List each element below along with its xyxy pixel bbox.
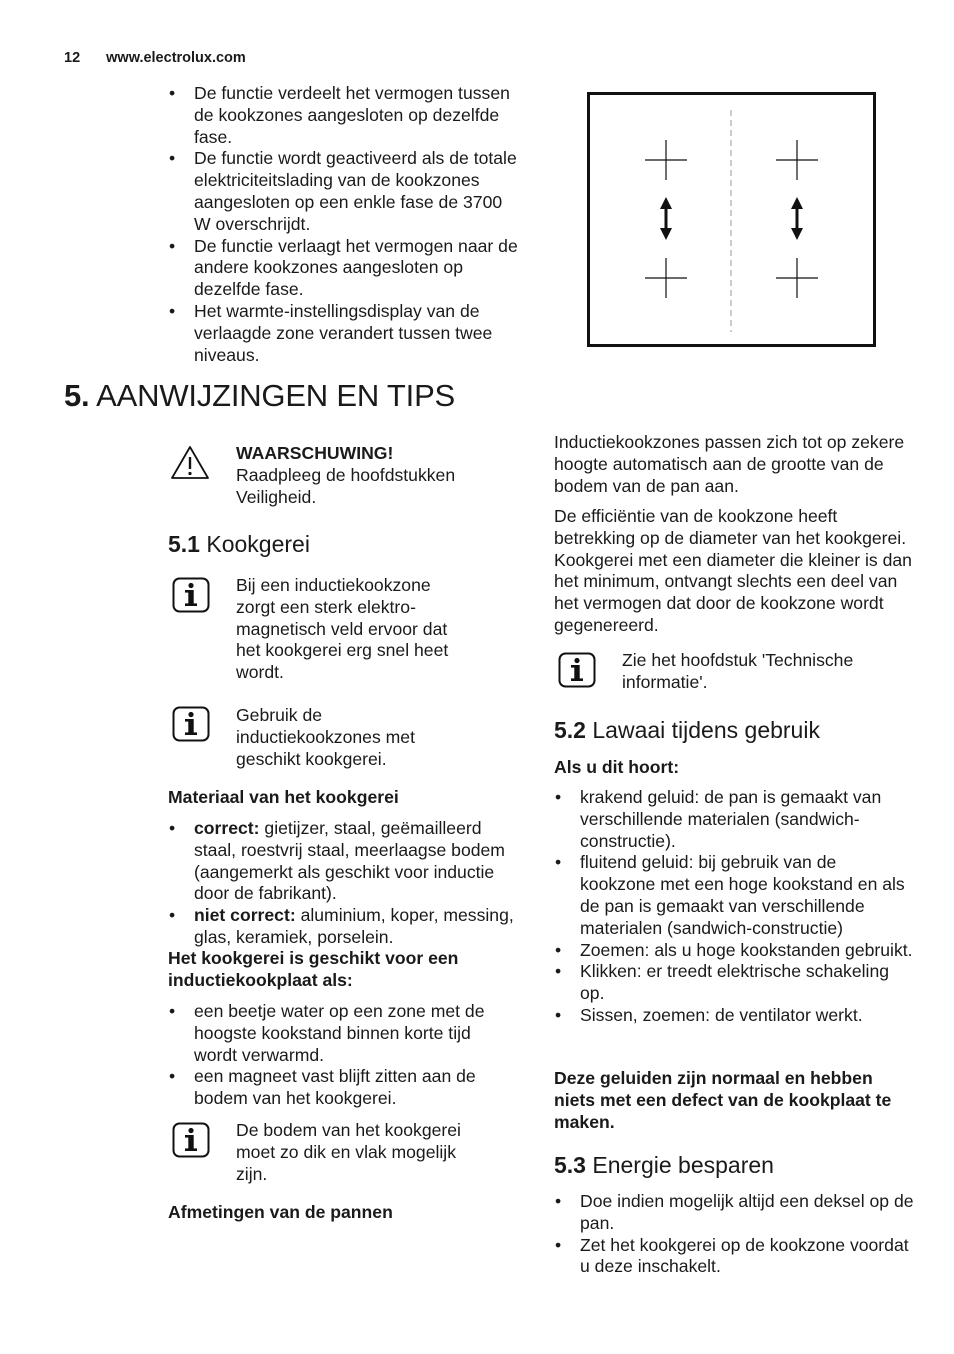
info-text: De bodem van het kookgerei moet zo dik en vlak mogelijk zijn. <box>236 1120 461 1184</box>
chapter-title <box>64 378 455 414</box>
list-item: • De functie verlaagt het vermogen naar de andere kookzones aangesloten op dezelfde fase. <box>168 236 518 301</box>
section-heading-5-1 <box>168 530 310 558</box>
suitable-heading: Het kookgerei is geschikt voor een inductiekookplaat als: <box>168 948 459 990</box>
info-icon <box>558 652 596 688</box>
cooktop-zones-diagram <box>587 92 877 348</box>
suitable-list <box>168 1001 518 1110</box>
info-text: Gebruik de inductiekookzones met geschikt kookgerei. <box>236 705 415 769</box>
intro-bullet-list <box>168 83 518 366</box>
list-item <box>168 818 518 905</box>
info-text: Zie het hoofdstuk 'Technische informatie'. <box>622 650 854 692</box>
paragraph: Inductiekookzones passen zich tot op zekere hoogte automatisch aan de grootte van de bodem van de pan aan. <box>554 432 905 496</box>
pan-sizes-heading: Afmetingen van de pannen <box>168 1202 393 1222</box>
list-item: • Het warmte-instellingsdisplay van de verlaagde zone verandert tussen twee niveaus. <box>168 301 518 366</box>
correct-label: correct: <box>194 818 260 838</box>
section-number: 5.1 <box>168 531 200 557</box>
info-text: Bij een inductiekookzone zorgt een sterk elektro-magnetisch veld ervoor dat het kookgerei erg snel heet wordt. <box>236 575 449 683</box>
list-item: • Zoemen: als u hoge kookstanden gebruikt. <box>554 940 914 962</box>
warning-block <box>236 443 506 508</box>
list-item <box>168 905 518 949</box>
list-item: • een magneet vast blijft zitten aan de bodem van het kookgerei. <box>168 1066 518 1110</box>
section-heading-5-2 <box>554 716 820 744</box>
info-icon <box>172 1122 210 1158</box>
list-item: • Doe indien mogelijk altijd een deksel op de pan. <box>554 1191 914 1235</box>
warning-triangle-icon <box>170 445 210 481</box>
list-item: • een beetje water op een zone met de hoogste kookstand binnen korte tijd wordt verwarmd. <box>168 1001 518 1066</box>
list-item: • Klikken: er treedt elektrische schakeling op. <box>554 961 914 1005</box>
info-icon <box>172 577 210 613</box>
section-number: 5.2 <box>554 717 586 743</box>
section-title: Kookgerei <box>206 531 310 557</box>
noise-list <box>554 787 914 1027</box>
notcorrect-label: niet correct: <box>194 905 296 926</box>
noise-conclusion: Deze geluiden zijn normaal en hebben niets met een defect van de kookplaat te maken. <box>554 1068 892 1132</box>
paragraph: De efficiëntie van de kookzone heeft betrekking op de diameter van het kookgerei. Kookgerei met een diameter die kleiner is dan het minimum, ontvangt slechts een deel van het vermogen dat door de kookzone wordt gegenereerd. <box>554 506 912 635</box>
section-title: Energie besparen <box>592 1152 774 1178</box>
list-item: • fluitend geluid: bij gebruik van de kookzone met een hoge kookstand en als de pan is gemaakt van verschillende materialen (sandwich-constructie) <box>554 852 914 939</box>
chapter-number: 5. <box>64 378 90 413</box>
list-item: • krakend geluid: de pan is gemaakt van verschillende materialen (sandwich-constructie). <box>554 787 914 852</box>
material-heading: Materiaal van het kookgerei <box>168 787 399 807</box>
site-url[interactable]: www.electrolux.com <box>106 50 246 66</box>
list-item: • De functie verdeelt het vermogen tussen de kookzones aangesloten op dezelfde fase. <box>168 83 518 148</box>
warning-text: Raadpleeg de hoofdstukken Veiligheid. <box>236 464 456 507</box>
section-title: Lawaai tijdens gebruik <box>592 717 820 743</box>
chapter-title-text: AANWIJZINGEN EN TIPS <box>96 378 456 413</box>
info-icon <box>172 706 210 742</box>
list-item: • De functie wordt geactiveerd als de totale elektriciteitslading van de kookzones aangesloten op een enkle fase de 3700 W overschrijdt. <box>168 148 518 235</box>
notcorrect-text: aluminium, koper, messing, glas, keramiek, porselein. <box>194 905 514 947</box>
list-item: • Zet het kookgerei op de kookzone voordat u deze inschakelt. <box>554 1235 914 1279</box>
warning-title: WAARSCHUWING! <box>236 443 394 463</box>
page-header <box>64 50 246 66</box>
page-number: 12 <box>64 50 81 66</box>
list-item: • Sissen, zoemen: de ventilator werkt. <box>554 1005 914 1027</box>
section-heading-5-3 <box>554 1151 774 1179</box>
section-number: 5.3 <box>554 1152 586 1178</box>
material-list <box>168 818 518 949</box>
energy-list <box>554 1191 914 1278</box>
correct-text: gietijzer, staal, geëmailleerd staal, roestvrij staal, meerlaagse bodem (aangemerkt als geschikt voor inductie door de fabrikant). <box>194 818 505 904</box>
noise-subheading: Als u dit hoort: <box>554 757 680 777</box>
